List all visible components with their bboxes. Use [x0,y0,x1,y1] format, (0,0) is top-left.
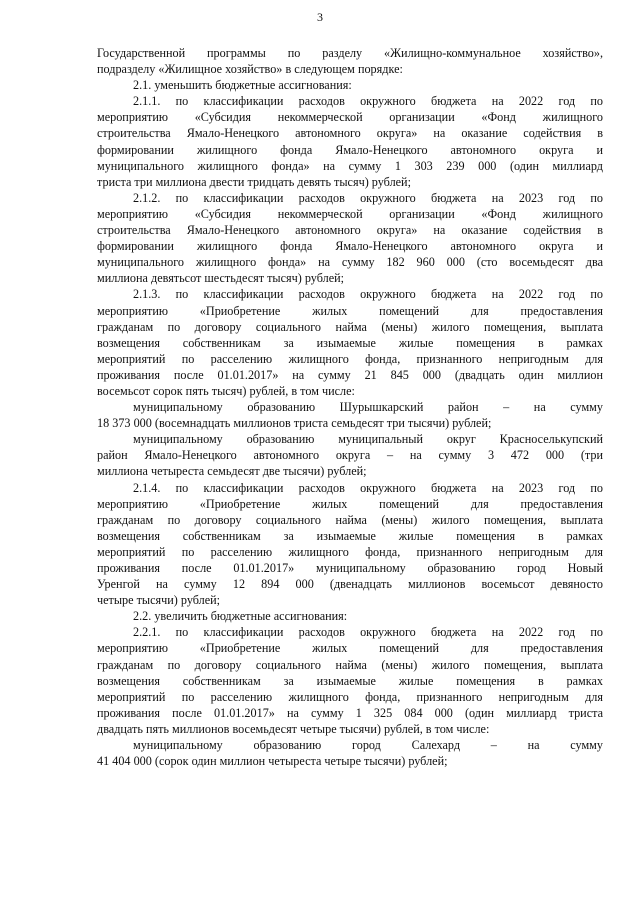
text-line: мероприятию «Приобретение жилых помещений для предоставления [97,641,603,656]
text-line: мероприятий по расселению жилищного фонда, признанного непригодным для [97,689,603,704]
paragraph [97,480,603,609]
text-line: проживания после 01.01.2017» на сумму 1 325 084 000 (один миллиард триста [97,705,603,720]
page-number: 3 [317,10,323,24]
text-line: мероприятий по расселению жилищного фонда, признанного непригодным для [97,351,603,366]
text-line: мероприятию «Приобретение жилых помещений для предоставления [97,303,603,318]
text-line: мероприятию «Приобретение жилых помещений для предоставления [97,496,603,511]
paragraph [97,431,603,479]
text-line: район Ямало-Ненецкого автономного округа – на сумму 3 472 000 (три [97,448,603,463]
document-body [97,45,603,769]
text-line: мероприятию «Субсидия некоммерческой организации «Фонд жилищного [97,206,603,221]
text-line: возмещения собственникам за изымаемые жилые помещения в рамках [97,673,603,688]
text-line: восемьсот сорок пять тысяч) рублей, в том числе: [97,383,355,398]
paragraph [97,286,603,399]
text-line: 2.1. уменьшить бюджетные ассигнования: [133,78,352,93]
text-line: 2.2.1. по классификации расходов окружного бюджета на 2022 год по [133,625,603,640]
text-line: 2.1.1. по классификации расходов окружного бюджета на 2022 год по [133,94,603,109]
paragraph [97,399,603,431]
paragraph [97,737,603,769]
paragraph [97,190,603,287]
text-line: четыре тысячи) рублей; [97,593,221,608]
text-line: формировании жилищного фонда Ямало-Ненецкого автономного округа и [97,142,603,157]
paragraph [97,93,603,190]
paragraph [97,45,603,77]
text-line: 18 373 000 (восемнадцать миллионов триста семьдесят три тысячи) рублей; [97,416,492,431]
paragraph [97,608,603,624]
text-line: подразделу «Жилищное хозяйство» в следующем порядке: [97,62,403,77]
text-line: 2.1.3. по классификации расходов окружного бюджета на 2022 год по [133,287,603,302]
paragraph [97,624,603,737]
text-line: миллиона девятьсот шестьдесят тысяч) рублей; [97,271,345,286]
text-line: гражданам по договору социального найма (мены) жилого помещения, выплата [97,657,603,672]
text-line: двадцать пять миллионов восемьдесят четыре тысячи) рублей, в том числе: [97,721,490,736]
text-line: проживания после 01.01.2017» муниципальному образованию город Новый [97,561,603,575]
text-line: гражданам по договору социального найма (мены) жилого помещения, выплата [97,512,603,527]
text-line: формировании жилищного фонда Ямало-Ненецкого автономного округа и [97,239,603,254]
text-line: возмещения собственникам за изымаемые жилые помещения в рамках [97,528,603,543]
text-line: муниципального жилищного фонда» на сумму 1 303 239 000 (один миллиард [97,158,603,173]
text-line: проживания после 01.01.2017» на сумму 21 845 000 (двадцать один миллион [97,367,603,382]
text-line: Государственной программы по разделу «Жилищно-коммунальное хозяйство», [97,46,603,60]
text-line: гражданам по договору социального найма (мены) жилого помещения, выплата [97,319,603,334]
text-line: 2.1.2. по классификации расходов окружного бюджета на 2023 год по [133,190,603,205]
text-line: возмещения собственникам за изымаемые жилые помещения в рамках [97,335,603,350]
text-line: строительства Ямало-Ненецкого автономного округа» на оказание содействия в [97,126,603,141]
text-line: 2.2. увеличить бюджетные ассигнования: [133,609,348,624]
text-line: строительства Ямало-Ненецкого автономного округа» на оказание содействия в [97,223,603,238]
text-line: Уренгой на сумму 12 894 000 (двенадцать миллионов восемьсот девяносто [97,577,603,592]
text-line: муниципального жилищного фонда» на сумму 182 960 000 (сто восемьдесят два [97,255,603,270]
text-line: муниципальному образованию Шурышкарский район – на сумму [133,400,603,415]
text-line: мероприятию «Субсидия некоммерческой организации «Фонд жилищного [97,110,603,125]
text-line: миллиона четыреста семьдесят две тысячи) рублей; [97,464,367,479]
text-line: 41 404 000 (сорок один миллион четыреста четыре тысячи) рублей; [97,754,448,769]
text-line: муниципальному образованию муниципальный округ Красноселькупский [133,432,603,447]
text-line: триста три миллиона двести тридцать девять тысяч) рублей; [97,174,411,189]
text-line: мероприятий по расселению жилищного фонда, признанного непригодным для [97,544,603,559]
paragraph [97,77,603,93]
text-line: 2.1.4. по классификации расходов окружного бюджета на 2023 год по [133,480,603,495]
text-line: муниципальному образованию город Салехард – на сумму [133,738,603,753]
